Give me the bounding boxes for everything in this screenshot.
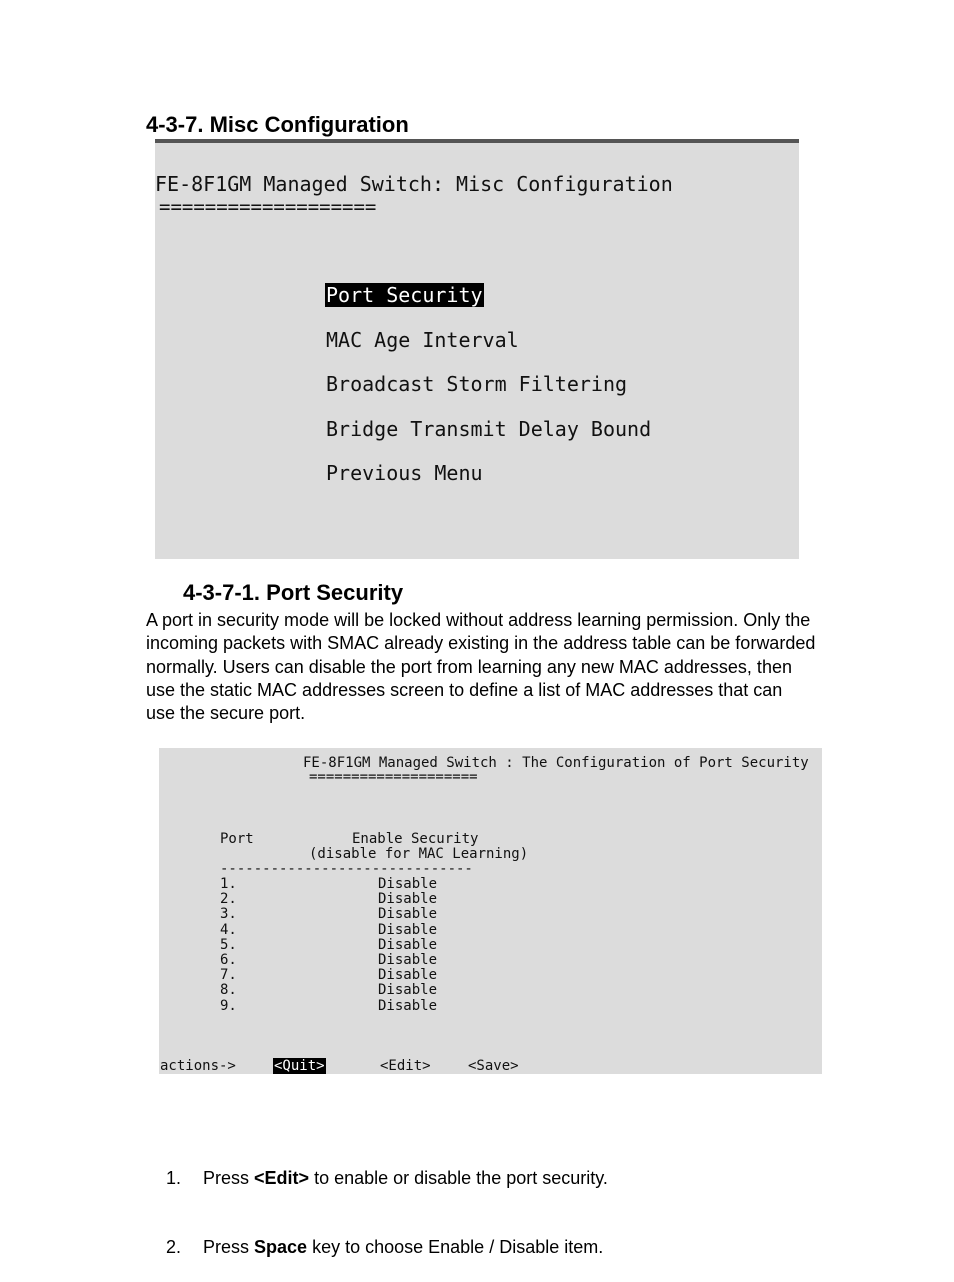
- instruction-list: [146, 1144, 608, 1257]
- step-text: Press: [203, 1168, 255, 1188]
- table-divider: ------------------------------: [220, 861, 473, 877]
- column-header-port: Port: [220, 831, 254, 847]
- menu-item-broadcast-storm-filtering[interactable]: Broadcast Storm Filtering: [326, 372, 628, 396]
- port-security-description: A port in security mode will be locked without address learning permission. Only the incoming packets with SMAC already existing in the address table can be forwarded normally. Users can disable the port from learning any new MAC addresses, then use the static MAC addresses screen to define a list of MAC addresses that can use the secure port.: [146, 610, 816, 724]
- port-security-value[interactable]: Disable: [378, 891, 438, 908]
- port-security-value[interactable]: Disable: [378, 936, 438, 953]
- column-header-subtitle: (disable for MAC Learning): [309, 846, 529, 862]
- port-number: 7.: [220, 967, 237, 984]
- terminal-title-underline: ====================: [309, 769, 478, 785]
- port-number: 3.: [220, 906, 237, 923]
- port-security-value[interactable]: Disable: [378, 921, 438, 938]
- port-security-value[interactable]: Disable: [378, 982, 438, 999]
- list-item: [146, 1144, 608, 1213]
- step-text: Press: [203, 1237, 255, 1257]
- port-security-value[interactable]: Disable: [378, 967, 438, 984]
- column-header-enable-security: Enable Security: [352, 831, 479, 847]
- terminal-title: FE-8F1GM Managed Switch : The Configuration of Port Security: [303, 755, 809, 771]
- quit-button[interactable]: <Quit>: [274, 1058, 325, 1074]
- subsection-heading: 4-3-7-1. Port Security: [183, 580, 404, 605]
- port-number: 5.: [220, 936, 237, 953]
- misc-config-terminal: [155, 143, 799, 559]
- menu-item-mac-age-interval[interactable]: MAC Age Interval: [326, 328, 519, 352]
- port-number: 2.: [220, 891, 237, 908]
- menu-item-previous-menu[interactable]: Previous Menu: [326, 461, 483, 485]
- port-number: 4.: [220, 921, 237, 938]
- step-number: 2.: [166, 1237, 182, 1257]
- port-number: 6.: [220, 952, 237, 968]
- port-number: 1.: [220, 876, 237, 892]
- section-heading: 4-3-7. Misc Configuration: [146, 112, 409, 137]
- step-text: key to choose Enable / Disable item.: [307, 1237, 604, 1257]
- step-number: 1.: [166, 1168, 182, 1188]
- port-security-value[interactable]: Disable: [378, 997, 438, 1014]
- save-button[interactable]: <Save>: [468, 1058, 519, 1074]
- step-text: to enable or disable the port security.: [309, 1168, 608, 1188]
- port-security-value[interactable]: Disable: [378, 906, 438, 923]
- terminal-title-underline: ===================: [159, 196, 377, 218]
- port-security-terminal: [159, 748, 822, 1074]
- actions-label: actions->: [160, 1058, 236, 1074]
- menu-item-port-security[interactable]: Port Security: [326, 283, 483, 307]
- menu-item-bridge-transmit-delay-bound[interactable]: Bridge Transmit Delay Bound: [326, 417, 652, 441]
- step-key: <Edit>: [254, 1168, 310, 1188]
- edit-button[interactable]: <Edit>: [380, 1058, 431, 1074]
- port-security-value[interactable]: Disable: [378, 876, 438, 892]
- terminal-title: FE-8F1GM Managed Switch: Misc Configuration: [155, 172, 673, 196]
- port-number: 8.: [220, 982, 237, 999]
- list-item: [146, 1213, 608, 1257]
- step-key: Space: [254, 1237, 308, 1257]
- port-number: 9.: [220, 997, 237, 1014]
- port-security-value[interactable]: Disable: [378, 952, 438, 968]
